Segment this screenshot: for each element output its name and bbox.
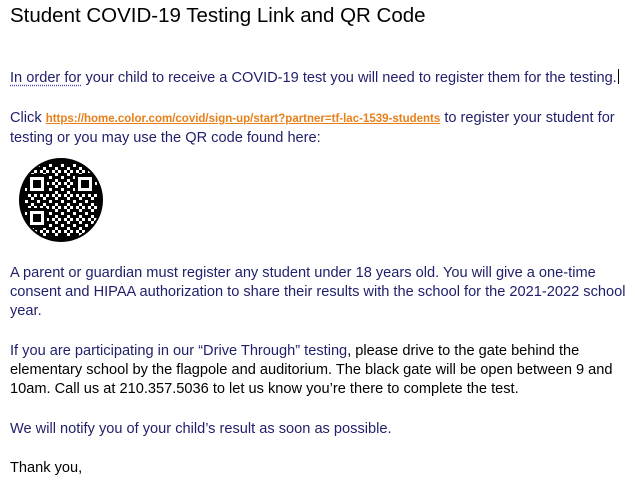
drive-through-instructions: , please drive to the gate behind the elementary school by the flagpole and auditorium. The black gate will be open between 9 and 10am. Call us at 210.357.5036 to let us know you’re there to complete the test. (10, 343, 613, 397)
drive-through-paragraph (10, 342, 632, 399)
text-cursor (618, 69, 619, 84)
click-text: Click (10, 110, 46, 126)
registration-text: your child to receive a COVID-19 test you will need to register them for the testing. (81, 70, 617, 86)
closing-line: Thank you, (10, 460, 83, 476)
notification-paragraph: We will notify you of your child’s result as soon as possible. (10, 421, 392, 437)
link-after-text: to register your student for testing or you may use the QR code found here: (10, 110, 615, 146)
document-title: Student COVID-19 Testing Link and QR Code (10, 4, 426, 27)
registration-paragraph (10, 69, 632, 88)
signup-link[interactable]: https://home.color.com/covid/sign-up/start?partner=tf-lac-1539-students (45, 113, 441, 125)
drive-through-lead: If you are participating in our “Drive Through” testing (10, 343, 348, 359)
link-paragraph (10, 109, 632, 148)
qr-code-icon[interactable] (19, 158, 103, 242)
underlined-phrase: In order for (10, 70, 82, 86)
parent-consent-paragraph: A parent or guardian must register any student under 18 years old. You will give a one-time consent and HIPAA authorization to share their results with the school for the 2021-2022 school year. (10, 265, 626, 319)
